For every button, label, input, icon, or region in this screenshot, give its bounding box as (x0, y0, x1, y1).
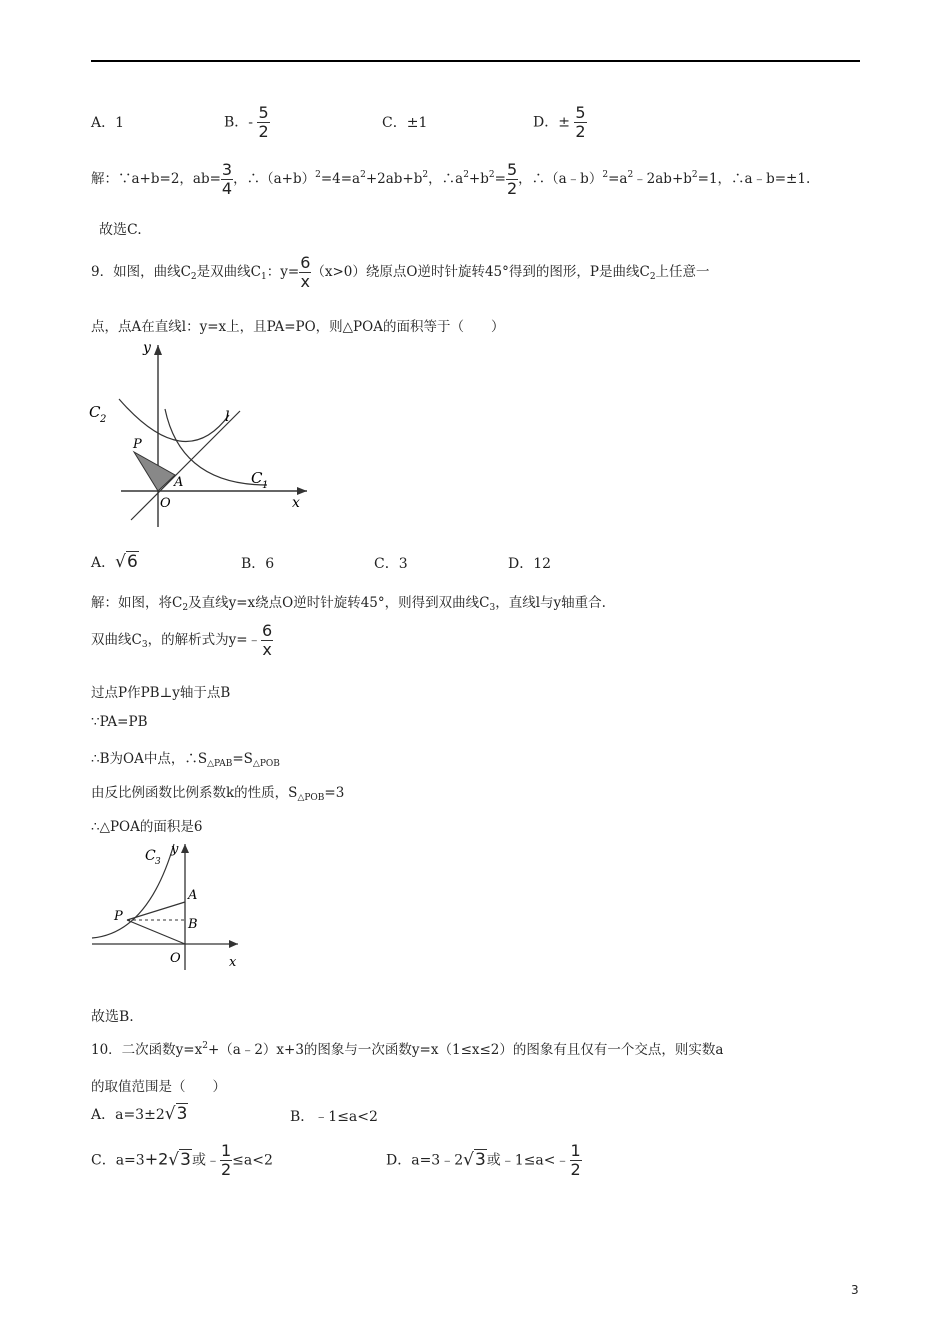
svg-text:A: A (174, 475, 184, 490)
q9-option-b: B．6 (241, 556, 275, 572)
q9-figure-rotated (88, 838, 253, 973)
svg-text:P: P (133, 437, 142, 452)
q10-stem-line1: 10．二次函数$y=x^2+(a﹣2)x+3$的图象与一次函数y=x（1≤x≤2）的图象有且仅有一个交点，则实数a (91, 1041, 724, 1058)
svg-text:C: C (89, 403, 101, 421)
q8-option-c: C．±1 (382, 115, 428, 131)
q10-option-a: A．a=3±2√3 (91, 1104, 188, 1124)
svg-text:A: A (188, 888, 198, 903)
q9-stem-line1: 9．如图，曲线$C_2$是双曲线$C_1$：y= $\frac{6}{x}$ （x>0）绕原点O逆时针旋转45°得到的图形，P是曲线$C_2$上任意一 (91, 253, 710, 291)
q9-solution-line4: ∵PA=PB (91, 714, 148, 730)
q10-option-c: C．a=3+2√3或﹣ $\frac{1}{2}$ ≤a<2 (91, 1141, 273, 1179)
q8-answer: 故选C. (99, 222, 142, 238)
svg-text:2: 2 (100, 414, 107, 425)
q9-answer: 故选B. (91, 1009, 134, 1025)
q9-solution-line5: ∴B为OA中点，$\therefore S_{\triangle PAB}=S_{\triangle POB}$ (91, 751, 280, 769)
q9-solution-line3: 过点P作PB⊥y轴于点B (91, 685, 231, 701)
svg-text:P: P (114, 909, 123, 924)
svg-text:l: l (225, 409, 230, 425)
svg-text:x: x (229, 955, 237, 970)
svg-text:C: C (145, 848, 156, 864)
q9-stem-line2: 点，点A在直线l：y=x上，且PA=PO，则△POA的面积等于（ ） (91, 319, 505, 335)
triangle-poa (134, 452, 175, 491)
svg-text:1: 1 (262, 480, 269, 491)
q9-solution-line6: 由反比例函数比例系数k的性质，$S_{\triangle POB}=3$ (91, 785, 345, 803)
q9-option-a: A．√6 (91, 552, 138, 572)
q10-option-d: D．a=3﹣2√3或﹣1≤a<﹣ $\frac{1}{2}$ (386, 1141, 581, 1179)
q9-solution-line7: ∴△POA的面积是6 (91, 819, 203, 835)
svg-text:y: y (171, 842, 179, 857)
svg-text:y: y (143, 340, 151, 356)
q9-solution-line2: 双曲线$C_3$，的解析式为y=﹣ $\frac{6}{x}$ (91, 621, 273, 659)
svg-text:x: x (292, 495, 300, 511)
q8-solution: 解：∵a+b=2，ab= $\frac{3}{4}$ ，$\therefore(a+b)^2=4=a^2+2ab+b^2$，$\therefore a^2+b^2=$ $\frac{5}{2}$ ，$\therefore(a﹣b)^2=a^2﹣2ab+b^2=1$，∴a﹣b=±1. (91, 160, 811, 198)
page-number: 3 (851, 1283, 859, 1297)
header-rule (91, 60, 860, 62)
svg-text:B: B (188, 917, 198, 932)
curve-c3 (92, 844, 174, 938)
q9-option-d: D．12 (508, 556, 552, 572)
q8-option-b: B．- $\frac{5}{2}$ (224, 103, 269, 141)
q9-option-c: C．3 (374, 556, 408, 572)
svg-text:O: O (160, 496, 171, 511)
svg-text:3: 3 (155, 857, 161, 867)
q8-option-a: A．1 (91, 115, 125, 131)
q9-figure-hyperbola (85, 335, 320, 535)
svg-text:C: C (251, 469, 263, 487)
svg-text:O: O (170, 951, 181, 966)
q10-stem-line2: 的取值范围是（ ） (91, 1079, 226, 1095)
segment-pa (127, 902, 185, 920)
q9-solution-line1: 解：如图，将$C_2$及直线y=x绕点O逆时针旋转45°，则得到双曲线$C_3$，直线l与y轴重合. (91, 595, 606, 613)
q8-option-d: D．± $\frac{5}{2}$ (533, 103, 586, 141)
q10-option-b: B．﹣1≤a<2 (290, 1109, 378, 1125)
segment-po (127, 920, 185, 944)
